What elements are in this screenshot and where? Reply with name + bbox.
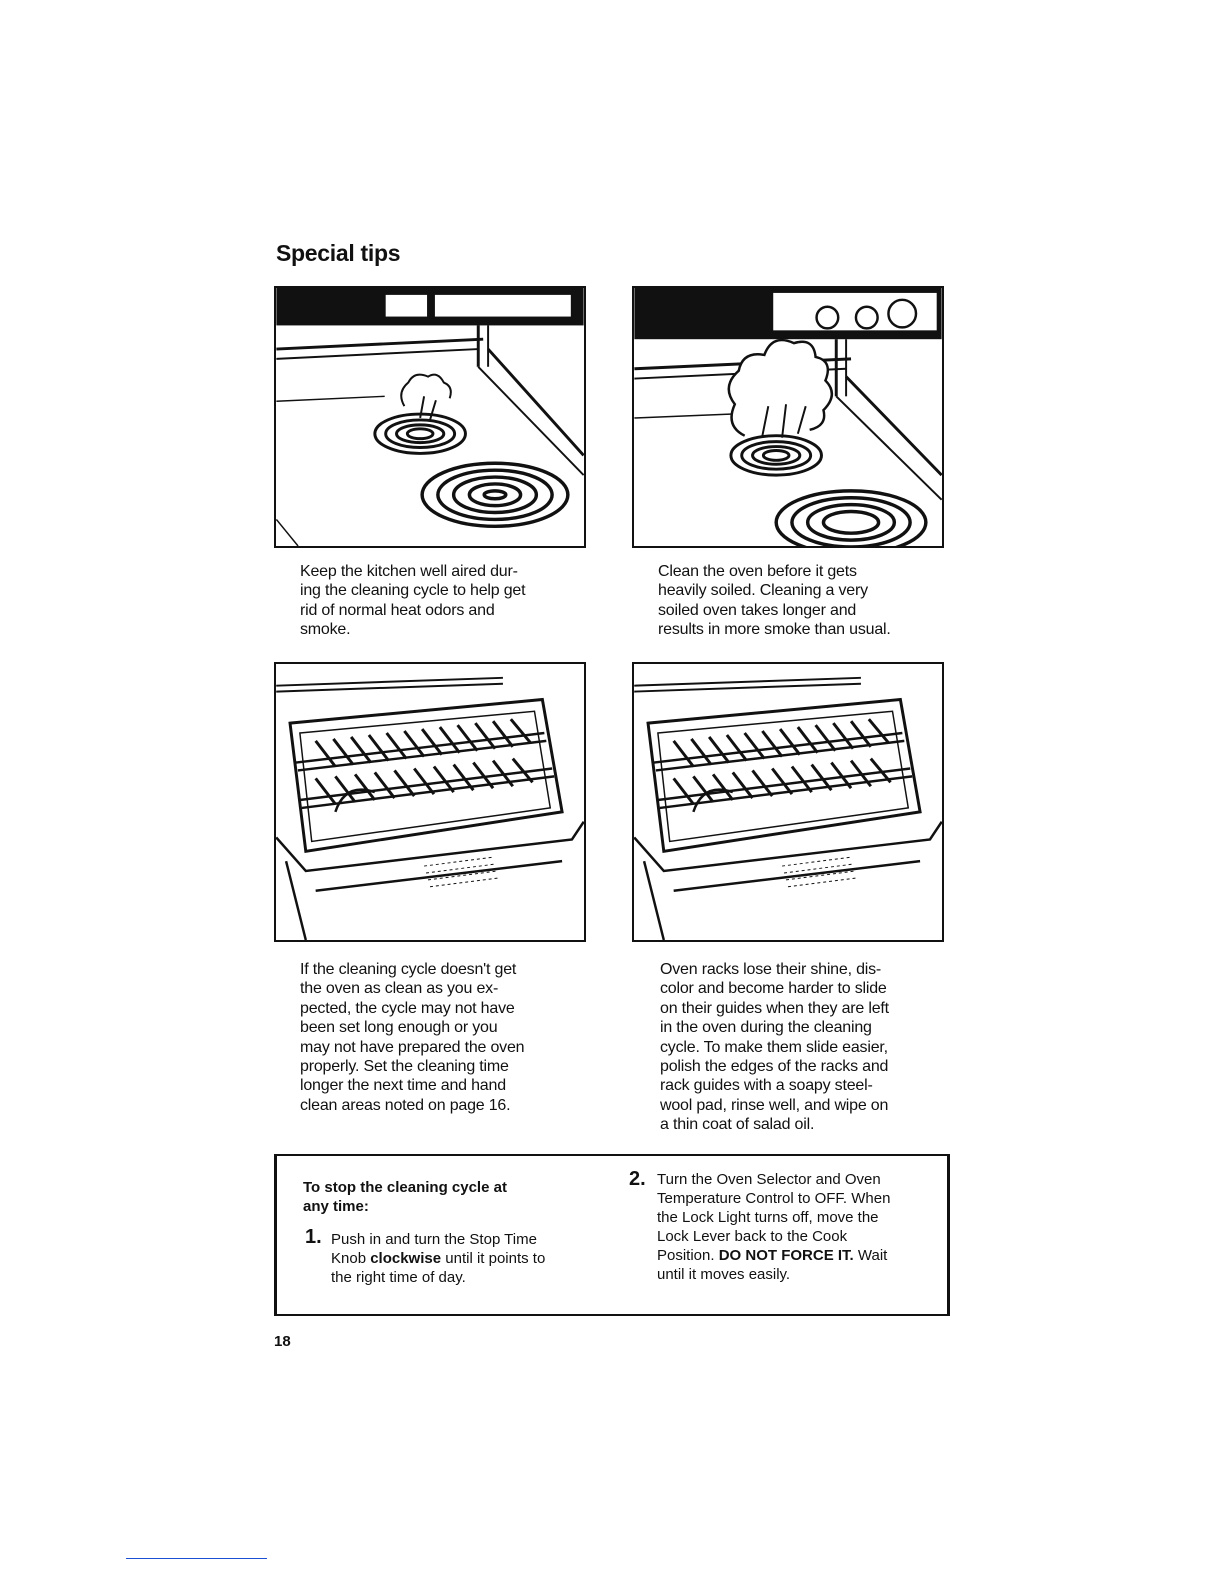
step-2-number: 2. (629, 1168, 646, 1190)
page-number: 18 (274, 1333, 291, 1350)
step-2-text: Turn the Oven Selector and Oven Temperature Control to OFF. When the Lock Light turns off, move the Lock Lever back to the Cook Position. DO NOT FORCE IT. Wait until it moves easily. (657, 1171, 891, 1283)
page-title: Special tips (276, 240, 401, 266)
tip-oven-racks: Oven racks lose their shine, dis- color and become harder to slide on their guides when they are left in the oven during the cleaning cycle. To make them slide easier, polish the edges of the racks and rack guides with a soapy steel- wool pad, rinse well, and wipe on a thin coat of salad oil. (660, 961, 889, 1134)
tip-heavily-soiled: Clean the oven before it gets heavily soiled. Cleaning a very soiled oven takes longer and results in more smoke than usual. (658, 563, 891, 639)
tip-kitchen-aired: Keep the kitchen well aired dur- ing the cleaning cycle to help get rid of normal heat odors and smoke. (300, 563, 526, 639)
step-1-number: 1. (305, 1226, 322, 1248)
footer-rule (126, 1558, 267, 1559)
oven-racks-illustration (632, 662, 944, 942)
kitchen-aired-illustration (274, 286, 586, 548)
stop-heading: To stop the cleaning cycle at any time: (303, 1179, 507, 1215)
step-1-text: Push in and turn the Stop Time Knob clockwise until it points to the right time of day. (331, 1231, 546, 1286)
oven-not-clean-illustration (274, 662, 586, 942)
stop-cleaning-box (274, 1154, 950, 1316)
heavily-soiled-illustration (632, 286, 944, 548)
tip-oven-not-clean: If the cleaning cycle doesn't get the oven as clean as you ex- pected, the cycle may not have been set long enough or you may not have prepared the oven properly. Set the cleaning time longer the next time and hand clean areas noted on page 16. (300, 961, 525, 1114)
